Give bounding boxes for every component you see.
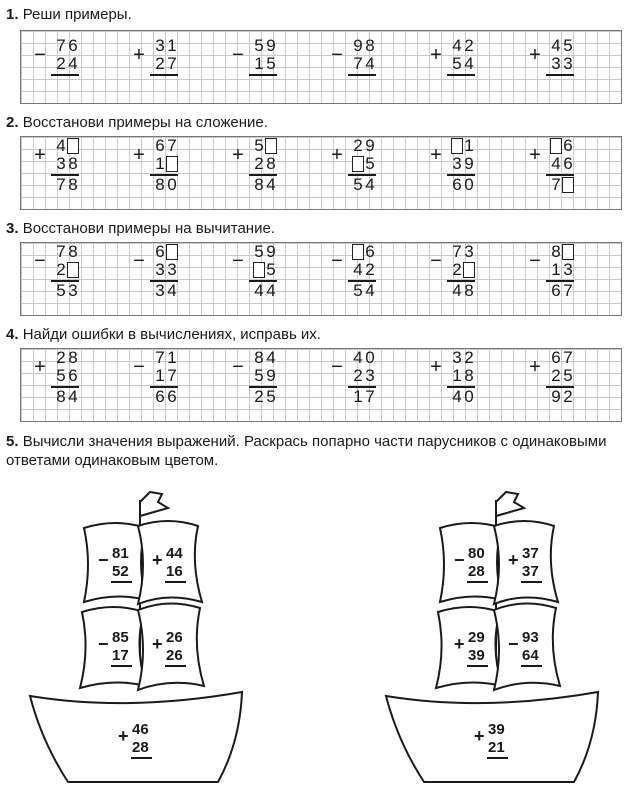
result — [550, 282, 574, 300]
result — [352, 388, 376, 406]
task-4-text: Найди ошибки в вычислениях, исправь их. — [22, 326, 321, 343]
task-3-grid — [20, 242, 622, 316]
plus-sign: + — [529, 44, 541, 66]
task-2-text: Восстанови примеры на сложение. — [22, 114, 268, 131]
digit: 8 — [68, 348, 78, 367]
digit: 3 — [68, 281, 78, 300]
minus-sign: − — [331, 356, 343, 378]
plus-sign: + — [34, 356, 46, 378]
digit: 5 — [353, 281, 363, 300]
digit: 2 — [56, 260, 66, 279]
second-operand: 37 — [522, 563, 539, 580]
digit: 3 — [365, 366, 375, 385]
minus-sign: − — [331, 250, 343, 272]
digit: 1 — [155, 154, 165, 173]
digit: 8 — [68, 175, 78, 194]
second-operand — [55, 367, 79, 385]
digit: 5 — [254, 136, 264, 155]
task-5-title — [6, 432, 626, 470]
digit: 2 — [353, 366, 363, 385]
digit: 7 — [167, 54, 177, 73]
plus-sign: + — [430, 44, 442, 66]
answer-field[interactable] — [55, 76, 79, 94]
digit: 6 — [155, 136, 165, 155]
second-operand: 26 — [166, 647, 183, 664]
missing-digit-box[interactable] — [166, 156, 178, 172]
plus-sign: + — [430, 356, 442, 378]
digit: 7 — [563, 281, 573, 300]
second-operand — [154, 155, 178, 173]
digit: 4 — [452, 387, 462, 406]
plus-sign: + — [34, 144, 46, 166]
digit: 4 — [167, 281, 177, 300]
second-operand: 21 — [488, 739, 505, 756]
missing-digit-box[interactable] — [67, 138, 79, 154]
result — [55, 282, 79, 300]
first-operand — [154, 243, 178, 261]
second-operand — [451, 155, 475, 173]
digit: 8 — [56, 387, 66, 406]
plus-sign: + — [152, 634, 163, 654]
plus-sign: + — [331, 144, 343, 166]
digit: 9 — [365, 136, 375, 155]
digit: 6 — [563, 154, 573, 173]
digit: 7 — [563, 348, 573, 367]
first-operand — [352, 137, 376, 155]
digit: 8 — [254, 348, 264, 367]
digit: 7 — [56, 242, 66, 261]
first-operand — [550, 137, 574, 155]
first-operand: 29 — [468, 629, 485, 646]
second-operand — [154, 55, 178, 73]
second-operand — [55, 261, 79, 279]
result — [550, 176, 574, 194]
digit: 3 — [452, 348, 462, 367]
digit: 4 — [365, 281, 375, 300]
digit: 7 — [452, 242, 462, 261]
minus-sign: − — [34, 44, 46, 66]
digit: 8 — [68, 242, 78, 261]
digit: 1 — [254, 54, 264, 73]
digit: 2 — [563, 387, 573, 406]
digit: 3 — [452, 154, 462, 173]
digit: 4 — [365, 54, 375, 73]
task-3-title — [6, 220, 275, 238]
digit: 7 — [365, 387, 375, 406]
digit: 6 — [155, 242, 165, 261]
digit: 2 — [155, 54, 165, 73]
answer-field[interactable] — [352, 76, 376, 94]
digit: 7 — [155, 348, 165, 367]
second-operand: 39 — [468, 647, 485, 664]
task-3-number: 3. — [6, 220, 19, 237]
second-operand: 28 — [132, 739, 149, 756]
second-operand — [55, 155, 79, 173]
digit: 3 — [563, 260, 573, 279]
digit: 1 — [551, 260, 561, 279]
task-4-grid — [20, 348, 622, 422]
digit: 0 — [464, 175, 474, 194]
digit: 2 — [254, 154, 264, 173]
digit: 4 — [452, 281, 462, 300]
task-2-grid — [20, 136, 622, 210]
first-operand — [154, 137, 178, 155]
plus-sign: + — [430, 144, 442, 166]
first-operand: 93 — [522, 629, 539, 646]
second-operand — [451, 367, 475, 385]
result — [154, 282, 178, 300]
minus-sign: − — [529, 250, 541, 272]
second-operand: 17 — [112, 647, 129, 664]
plus-sign: + — [152, 550, 163, 570]
digit: 6 — [167, 387, 177, 406]
second-operand — [352, 155, 376, 173]
first-operand — [55, 243, 79, 261]
first-operand — [451, 37, 475, 55]
digit: 6 — [68, 366, 78, 385]
digit: 8 — [464, 281, 474, 300]
digit: 3 — [155, 260, 165, 279]
sailboats-illustration — [0, 480, 636, 800]
missing-digit-box[interactable] — [253, 262, 265, 278]
digit: 9 — [266, 242, 276, 261]
first-operand: 26 — [166, 629, 183, 646]
digit: 2 — [56, 54, 66, 73]
digit: 8 — [365, 36, 375, 55]
result — [451, 388, 475, 406]
digit: 4 — [266, 175, 276, 194]
first-operand — [154, 37, 178, 55]
digit: 6 — [551, 348, 561, 367]
first-operand — [451, 137, 475, 155]
digit: 8 — [464, 366, 474, 385]
sailboat-left — [30, 492, 242, 782]
task-4-number: 4. — [6, 326, 19, 343]
missing-digit-box[interactable] — [463, 262, 475, 278]
first-operand — [352, 349, 376, 367]
minus-sign: − — [34, 250, 46, 272]
second-operand — [550, 367, 574, 385]
digit: 4 — [365, 175, 375, 194]
result — [550, 388, 574, 406]
first-operand — [55, 37, 79, 55]
result — [154, 388, 178, 406]
second-operand — [253, 55, 277, 73]
plus-sign: + — [508, 550, 519, 570]
first-operand — [154, 349, 178, 367]
task-1-number: 1. — [6, 6, 19, 23]
digit: 3 — [167, 260, 177, 279]
first-operand — [451, 243, 475, 261]
result — [352, 282, 376, 300]
first-operand: 80 — [468, 545, 485, 562]
digit: 7 — [167, 366, 177, 385]
task-1-text: Реши примеры. — [22, 6, 132, 23]
missing-digit-box[interactable] — [265, 138, 277, 154]
digit: 5 — [563, 36, 573, 55]
digit: 4 — [266, 348, 276, 367]
digit: 0 — [365, 348, 375, 367]
task-2-title — [6, 114, 268, 132]
result — [451, 176, 475, 194]
digit: 3 — [155, 36, 165, 55]
missing-digit-box[interactable] — [451, 138, 463, 154]
answer-field[interactable] — [154, 76, 178, 94]
second-operand — [253, 367, 277, 385]
missing-digit-box[interactable] — [562, 177, 574, 193]
digit: 5 — [56, 366, 66, 385]
result — [451, 282, 475, 300]
digit: 1 — [452, 366, 462, 385]
digit: 3 — [563, 54, 573, 73]
first-operand: 44 — [166, 545, 183, 562]
task-1-title — [6, 6, 132, 24]
digit: 4 — [464, 54, 474, 73]
second-operand: 28 — [468, 563, 485, 580]
task-5-text: Вычисли значения выражений. Раскрась попарно части парусников с одинаковыми ответами одинаковым цветом. — [6, 433, 607, 469]
digit: 4 — [353, 348, 363, 367]
digit: 8 — [254, 175, 264, 194]
minus-sign: − — [98, 550, 109, 570]
second-operand: 64 — [522, 647, 539, 664]
first-operand: 39 — [488, 721, 505, 738]
first-operand — [55, 349, 79, 367]
digit: 1 — [167, 348, 177, 367]
first-operand — [253, 137, 277, 155]
missing-digit-box[interactable] — [352, 156, 364, 172]
first-operand: 81 — [112, 545, 129, 562]
first-operand — [253, 243, 277, 261]
digit: 6 — [551, 281, 561, 300]
digit: 5 — [254, 366, 264, 385]
second-operand — [550, 261, 574, 279]
second-operand — [550, 155, 574, 173]
minus-sign: − — [232, 250, 244, 272]
digit: 4 — [452, 36, 462, 55]
first-operand — [451, 349, 475, 367]
digit: 2 — [353, 136, 363, 155]
digit: 5 — [353, 175, 363, 194]
digit: 9 — [464, 154, 474, 173]
plus-sign: + — [529, 356, 541, 378]
digit: 2 — [254, 387, 264, 406]
digit: 1 — [167, 36, 177, 55]
second-operand — [352, 261, 376, 279]
minus-sign: − — [454, 550, 465, 570]
missing-digit-box[interactable] — [352, 244, 364, 260]
digit: 7 — [551, 175, 561, 194]
minus-sign: − — [331, 44, 343, 66]
digit: 4 — [254, 281, 264, 300]
task-1-grid — [20, 30, 622, 104]
first-operand: 46 — [132, 721, 149, 738]
digit: 4 — [68, 387, 78, 406]
result — [253, 282, 277, 300]
second-operand — [352, 55, 376, 73]
second-operand — [253, 155, 277, 173]
second-operand — [352, 367, 376, 385]
digit: 1 — [464, 136, 474, 155]
digit: 5 — [563, 366, 573, 385]
second-operand — [550, 55, 574, 73]
task-5-number: 5. — [6, 433, 19, 450]
minus-sign: − — [508, 634, 519, 654]
minus-sign: − — [133, 250, 145, 272]
digit: 2 — [452, 260, 462, 279]
digit: 9 — [551, 387, 561, 406]
plus-sign: + — [529, 144, 541, 166]
missing-digit-box[interactable] — [562, 244, 574, 260]
digit: 8 — [266, 154, 276, 173]
task-4-title — [6, 326, 321, 344]
digit: 8 — [551, 242, 561, 261]
digit: 5 — [266, 260, 276, 279]
plus-sign: + — [474, 726, 485, 746]
digit: 1 — [353, 387, 363, 406]
first-operand — [55, 137, 79, 155]
digit: 2 — [56, 348, 66, 367]
digit: 5 — [266, 387, 276, 406]
second-operand: 52 — [112, 563, 129, 580]
minus-sign: − — [98, 634, 109, 654]
plus-sign: + — [454, 634, 465, 654]
digit: 4 — [353, 260, 363, 279]
result — [55, 176, 79, 194]
digit: 5 — [254, 242, 264, 261]
digit: 5 — [365, 154, 375, 173]
first-operand — [352, 243, 376, 261]
digit: 4 — [551, 154, 561, 173]
digit: 9 — [266, 36, 276, 55]
digit: 2 — [464, 36, 474, 55]
result — [55, 388, 79, 406]
digit: 3 — [56, 154, 66, 173]
digit: 2 — [365, 260, 375, 279]
digit: 6 — [68, 36, 78, 55]
digit: 6 — [155, 387, 165, 406]
first-operand: 85 — [112, 629, 129, 646]
digit: 4 — [266, 281, 276, 300]
first-operand — [550, 37, 574, 55]
minus-sign: − — [430, 250, 442, 272]
second-operand — [253, 261, 277, 279]
digit: 3 — [551, 54, 561, 73]
answer-field[interactable] — [451, 76, 475, 94]
digit: 3 — [155, 281, 165, 300]
plus-sign: + — [232, 144, 244, 166]
digit: 6 — [452, 175, 462, 194]
digit: 7 — [56, 175, 66, 194]
second-operand: 16 — [166, 563, 183, 580]
missing-digit-box[interactable] — [550, 138, 562, 154]
second-operand — [154, 261, 178, 279]
sailboat-right — [386, 492, 598, 782]
digit: 3 — [464, 242, 474, 261]
answer-field[interactable] — [550, 76, 574, 94]
digit: 5 — [56, 281, 66, 300]
first-operand — [352, 37, 376, 55]
minus-sign: − — [133, 356, 145, 378]
digit: 1 — [155, 366, 165, 385]
first-operand — [550, 349, 574, 367]
result — [154, 176, 178, 194]
plus-sign: + — [133, 44, 145, 66]
second-operand — [154, 367, 178, 385]
digit: 4 — [56, 136, 66, 155]
digit: 0 — [464, 387, 474, 406]
minus-sign: − — [232, 356, 244, 378]
task-2-number: 2. — [6, 114, 19, 131]
plus-sign: + — [133, 144, 145, 166]
result — [352, 176, 376, 194]
task-3-text: Восстанови примеры на вычитание. — [22, 220, 275, 237]
digit: 6 — [365, 242, 375, 261]
answer-field[interactable] — [253, 76, 277, 94]
first-operand — [253, 37, 277, 55]
missing-digit-box[interactable] — [67, 262, 79, 278]
digit: 5 — [452, 54, 462, 73]
minus-sign: − — [232, 44, 244, 66]
second-operand — [451, 261, 475, 279]
plus-sign: + — [118, 726, 129, 746]
digit: 8 — [68, 154, 78, 173]
digit: 4 — [68, 54, 78, 73]
second-operand — [55, 55, 79, 73]
digit: 7 — [56, 36, 66, 55]
digit: 6 — [563, 136, 573, 155]
second-operand — [451, 55, 475, 73]
digit: 5 — [254, 36, 264, 55]
first-operand: 37 — [522, 545, 539, 562]
missing-digit-box[interactable] — [166, 244, 178, 260]
result — [253, 388, 277, 406]
digit: 0 — [167, 175, 177, 194]
digit: 7 — [353, 54, 363, 73]
digit: 9 — [353, 36, 363, 55]
first-operand — [253, 349, 277, 367]
result — [253, 176, 277, 194]
digit: 8 — [155, 175, 165, 194]
first-operand — [550, 243, 574, 261]
digit: 4 — [551, 36, 561, 55]
digit: 7 — [167, 136, 177, 155]
digit: 5 — [266, 54, 276, 73]
digit: 2 — [464, 348, 474, 367]
digit: 9 — [266, 366, 276, 385]
digit: 2 — [551, 366, 561, 385]
